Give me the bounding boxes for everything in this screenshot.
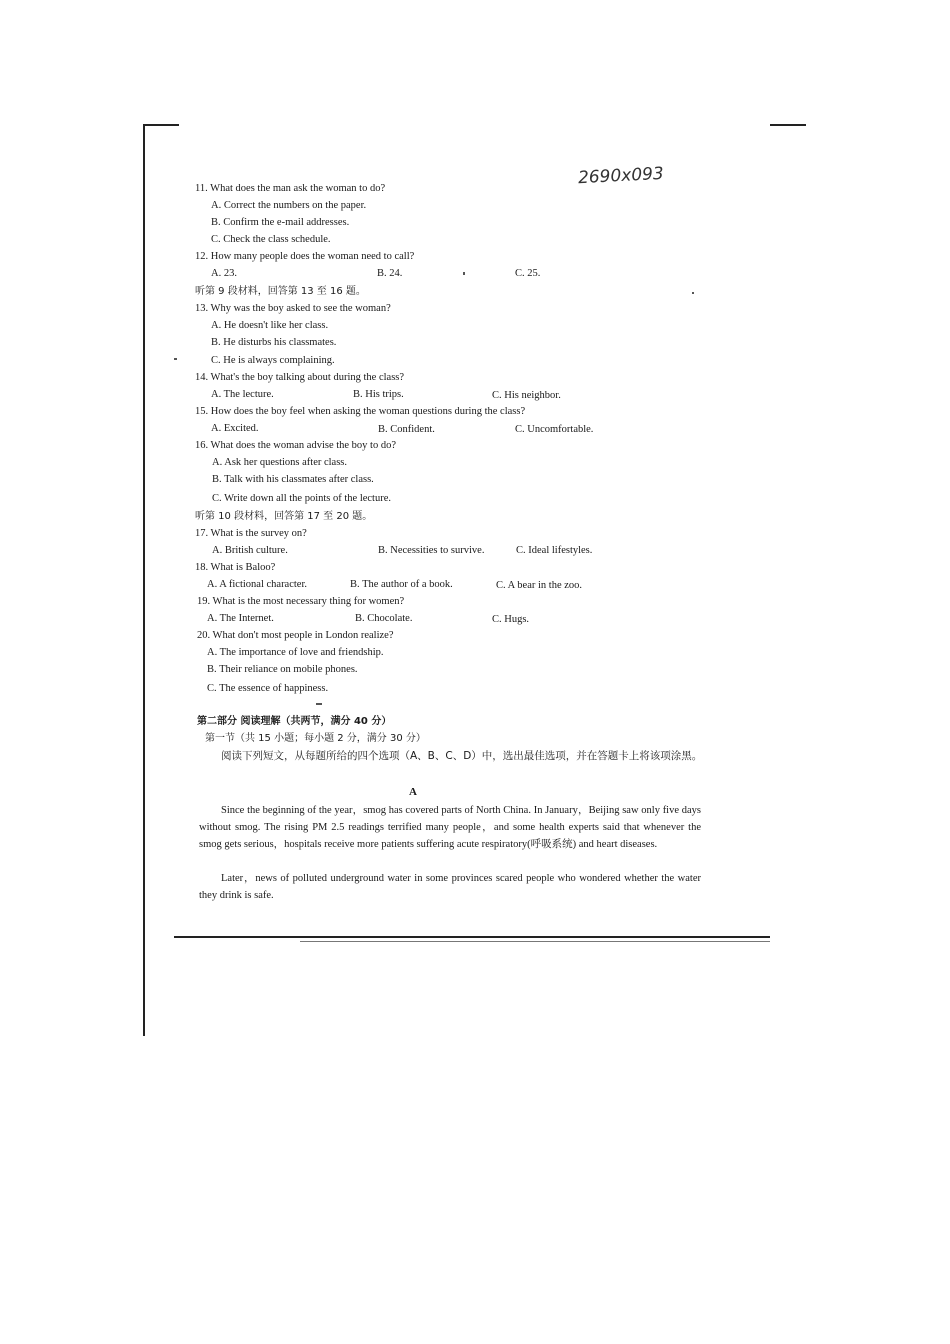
option-12c: C. 25. (515, 268, 541, 279)
option-17c: C. Ideal lifestyles. (516, 545, 593, 556)
option-16b: B. Talk with his classmates after class. (212, 474, 374, 485)
option-15c: C. Uncomfortable. (515, 424, 594, 435)
option-16c: C. Write down all the points of the lecture. (212, 493, 392, 504)
option-20b: B. Their reliance on mobile phones. (207, 664, 358, 675)
part2-title: 第二部分 阅读理解（共两节，满分 40 分） (197, 716, 392, 727)
top-left-rule (143, 124, 179, 126)
scan-speck (463, 272, 465, 275)
option-15a: A. Excited. (211, 423, 259, 434)
passage-paragraph-1: Since the beginning of the year，smog has covered parts of North China. In January，Beijing saw only five days without smog. The rising PM 2.5 readings terrified many people，and some health experts said that whenever the smog gets serious，hospitals receive more patients suffering acute respiratory(呼吸系统) and heart diseases. (199, 805, 701, 850)
option-14c: C. His neighbor. (492, 390, 561, 401)
question-stem-20: 20. What don't most people in London realize? (197, 630, 394, 641)
question-stem-15: 15. How does the boy feel when asking the woman questions during the class? (195, 406, 526, 417)
option-16a: A. Ask her questions after class. (212, 457, 348, 468)
option-12b: B. 24. (377, 268, 403, 279)
option-18b: B. The author of a book. (350, 579, 453, 590)
option-13b: B. He disturbs his classmates. (211, 337, 337, 348)
left-margin-rule (143, 126, 145, 1036)
top-right-rule (770, 124, 806, 126)
option-11b: B. Confirm the e-mail addresses. (211, 217, 350, 228)
passage-label: A (409, 786, 417, 798)
question-stem-19: 19. What is the most necessary thing for women? (197, 596, 405, 607)
option-11a: A. Correct the numbers on the paper. (211, 200, 367, 211)
option-17b: B. Necessities to survive. (378, 545, 485, 556)
option-18c: C. A bear in the zoo. (496, 580, 583, 591)
question-stem-12: 12. How many people does the woman need to call? (195, 251, 415, 262)
question-stem-13: 13. Why was the boy asked to see the woman? (195, 303, 391, 314)
part2-instruction: 阅读下列短文，从每题所给的四个选项（A、B、C、D）中，选出最佳选项，并在答题卡上将该项涂黑。 (221, 750, 703, 762)
segment-9-header: 听第 9 段材料，回答第 13 至 16 题。 (195, 286, 366, 297)
scan-speck (174, 358, 177, 360)
bottom-rule-2 (300, 941, 770, 942)
handwritten-note: 2690x093 (577, 163, 665, 189)
bottom-rule (174, 936, 770, 938)
option-18a: A. A fictional character. (207, 579, 308, 590)
option-19a: A. The Internet. (207, 613, 274, 624)
option-17a: A. British culture. (212, 545, 288, 556)
option-14a: A. The lecture. (211, 389, 274, 400)
option-13c: C. He is always complaining. (211, 355, 335, 366)
scan-speck (316, 703, 322, 705)
passage-paragraph-2: Later，news of polluted underground water in some provinces scared people who wondered whether the water they drink is safe. (199, 873, 701, 901)
scan-speck (692, 292, 694, 294)
question-stem-14: 14. What's the boy talking about during the class? (195, 372, 405, 383)
question-stem-18: 18. What is Baloo? (195, 562, 276, 573)
option-20a: A. The importance of love and friendship. (207, 647, 384, 658)
option-20c: C. The essence of happiness. (207, 683, 329, 694)
part2-section1: 第一节（共 15 小题；每小题 2 分，满分 30 分） (205, 733, 426, 744)
option-15b: B. Confident. (378, 424, 435, 435)
option-11c: C. Check the class schedule. (211, 234, 331, 245)
option-19b: B. Chocolate. (355, 613, 413, 624)
option-19c: C. Hugs. (492, 614, 530, 625)
option-12a: A. 23. (211, 268, 237, 279)
option-14b: B. His trips. (353, 389, 404, 400)
question-stem-16: 16. What does the woman advise the boy to do? (195, 440, 397, 451)
option-13a: A. He doesn't like her class. (211, 320, 329, 331)
question-stem-11: 11. What does the man ask the woman to do? (195, 183, 386, 194)
segment-10-header: 听第 10 段材料，回答第 17 至 20 题。 (195, 511, 373, 522)
question-stem-17: 17. What is the survey on? (195, 528, 307, 539)
